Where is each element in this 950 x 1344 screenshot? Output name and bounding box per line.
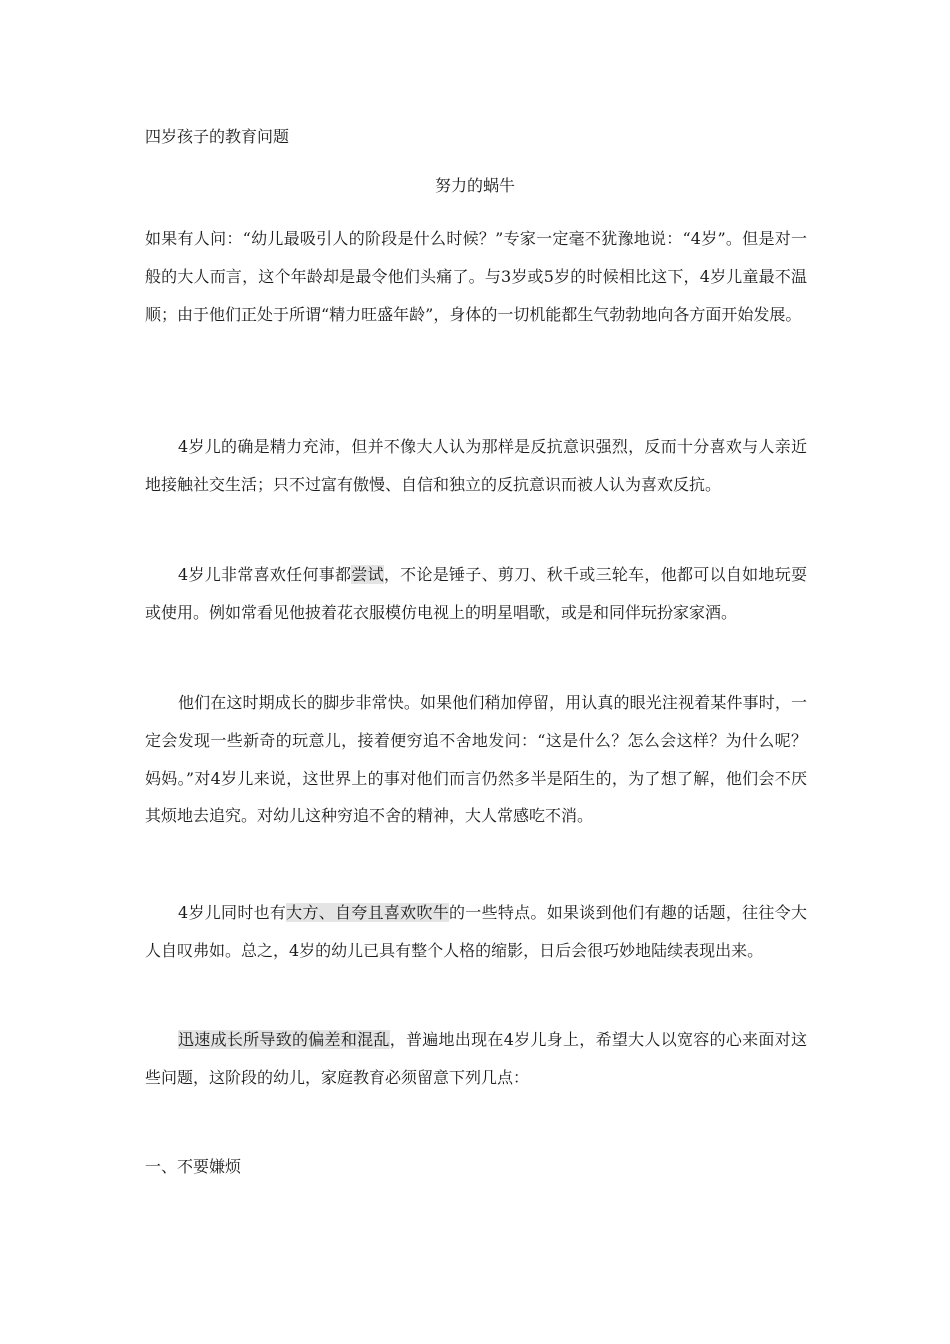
document-title: 四岁孩子的教育问题 [145, 127, 290, 146]
paragraph-5-text: 的一些特点。如果谈到他们有趣的话题，往往令大人自叹弗如。总之，4岁的幼儿已具有整个人格的缩影，日后会很巧妙地陆续表现出来。 [145, 903, 807, 960]
paragraph-4: 他们在这时期成长的脚步非常快。如果他们稍加停留，用认真的眼光注视着某件事时，一定会发现一些新奇的玩意儿，接着便穷追不舍地发问：“这是什么？怎么会这样？为什么呢？妈妈。”对4岁儿来说，这世界上的事对他们而言仍然多半是陌生的，为了想了解，他们会不厌其烦地去追究。对幼儿这种穷追不舍的精神，大人常感吃不消。 [145, 693, 807, 826]
paragraph-6-text: ，普遍地出现在4岁儿身上，希望大人以宽容的心来面对这些问题，这阶段的幼儿，家庭教育必须留意下列几点： [145, 1030, 807, 1087]
paragraph-3-text: 4岁儿非常喜欢任何事都 [178, 565, 352, 584]
paragraph-5-text: 4岁儿同时也有 [178, 903, 287, 922]
section-heading-1: 一、不要嫌烦 [145, 1157, 242, 1176]
paragraph-1: 如果有人问：“幼儿最吸引人的阶段是什么时候？”专家一定毫不犹豫地说：“4岁”。但是对一般的大人而言，这个年龄却是最令他们头痛了。与3岁或5岁的时候相比这下，4岁儿童最不温顺；由于他们正处于所谓“精力旺盛年龄”，身体的一切机能都生气勃勃地向各方面开始发展。 [145, 229, 807, 324]
highlighted-text: 尝试 [351, 565, 384, 584]
document-subtitle: 努力的蜗牛 [434, 176, 515, 195]
paragraph-6 [145, 1021, 807, 1097]
highlighted-text: 大方、自夸且喜欢吹牛 [286, 903, 450, 922]
paragraph-2: 4岁儿的确是精力充沛，但并不像大人认为那样是反抗意识强烈，反而十分喜欢与人亲近地接触社交生活；只不过富有傲慢、自信和独立的反抗意识而被人认为喜欢反抗。 [145, 437, 807, 494]
paragraph-3 [145, 556, 807, 632]
paragraph-5 [145, 894, 807, 970]
paragraph-3-text: ，不论是锤子、剪刀、秋千或三轮车，他都可以自如地玩耍或使用。例如常看见他披着花衣服模仿电视上的明星唱歌，或是和同伴玩扮家家酒。 [145, 565, 807, 622]
highlighted-text: 迅速成长所导致的偏差和混乱 [178, 1030, 390, 1049]
